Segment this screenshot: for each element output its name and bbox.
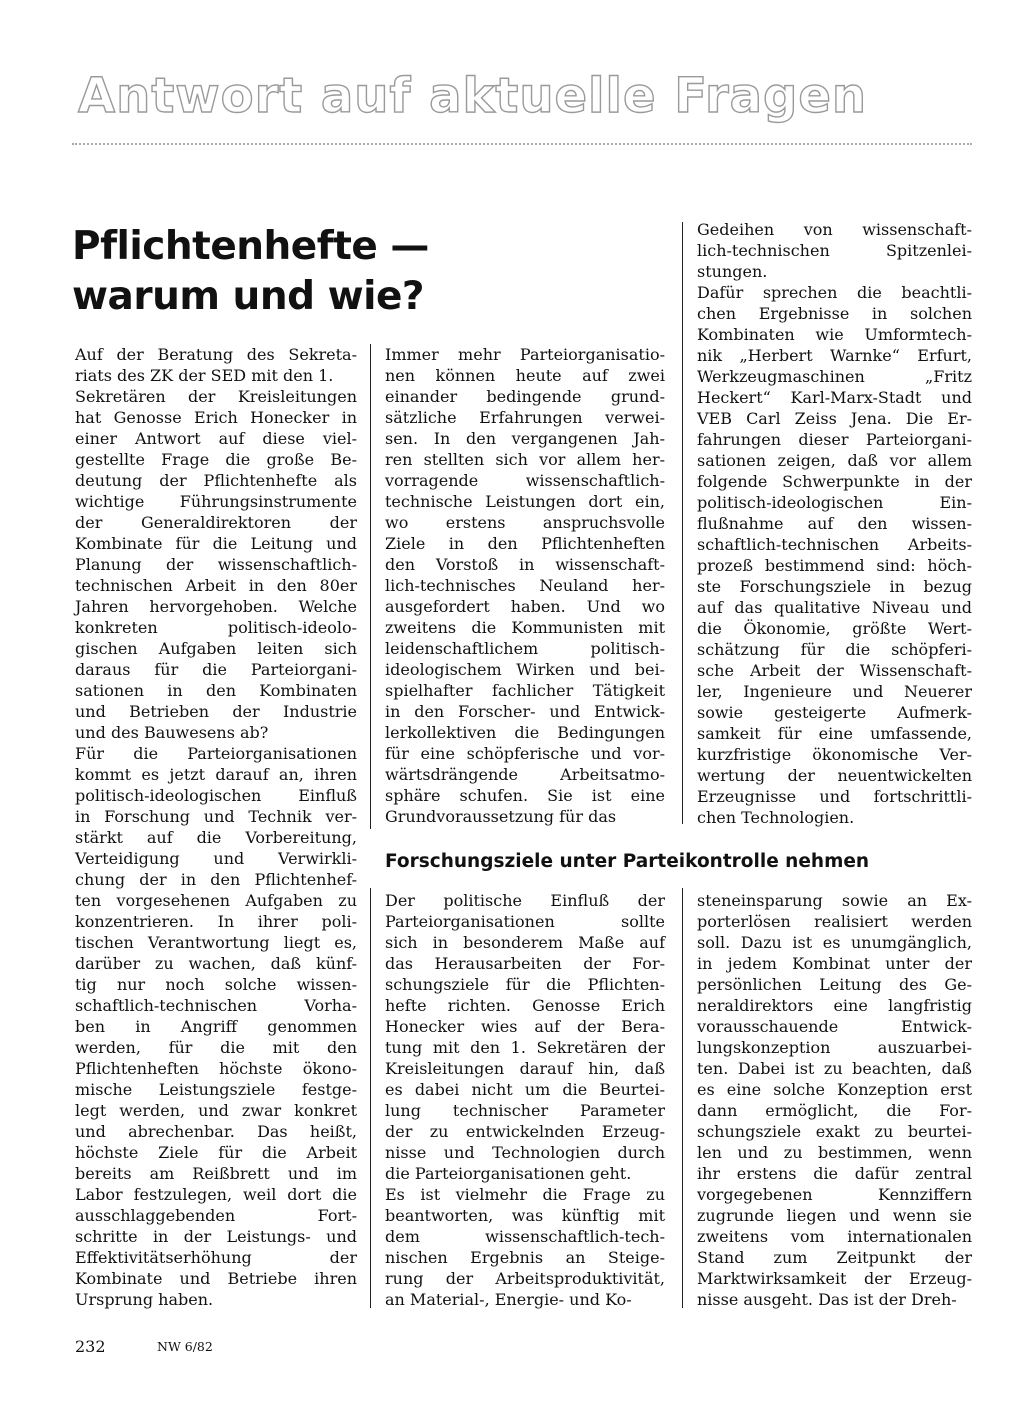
text-line: schaftlich-technischen Arbeits- xyxy=(697,535,972,554)
text-line: lich-technischen Spitzenlei- xyxy=(697,241,972,260)
text-line: schungsziele exakt zu beurtei- xyxy=(697,1122,972,1141)
text-line: zugrunde liegen und wenn sie xyxy=(697,1206,972,1225)
text-line: mische Leistungsziele festge- xyxy=(75,1080,357,1099)
text-line: gischen Aufgaben leiten sich xyxy=(75,639,357,658)
section-title: Antwort auf aktuelle Fragen xyxy=(78,68,868,124)
text-line: folgende Schwerpunkte in der xyxy=(697,472,972,491)
text-line: vorausschauende Entwick- xyxy=(697,1017,972,1036)
text-line: wärtsdrängende Arbeitsatmo- xyxy=(385,765,665,784)
text-line: Werkzeugmaschinen „Fritz xyxy=(697,367,972,386)
headline-line: warum und wie? xyxy=(72,274,425,319)
text-line: flußnahme auf den wissen- xyxy=(697,514,972,533)
text-line: wertung der neuentwickelten xyxy=(697,766,972,785)
text-line: der Generaldirektoren der xyxy=(75,513,357,532)
text-line: Kombinate für die Leitung und xyxy=(75,534,357,553)
text-line: Sekretären der Kreisleitungen xyxy=(75,387,357,406)
text-line: lich-technisches Neuland her- xyxy=(385,576,665,595)
text-line: nik „Herbert Warnke“ Erfurt, xyxy=(697,346,972,365)
text-line: spielhafter fachlicher Tätigkeit xyxy=(385,681,665,700)
text-column-4 xyxy=(385,890,665,1310)
text-line: dem wissenschaftlich-tech- xyxy=(385,1227,665,1246)
column-divider xyxy=(370,888,371,1308)
text-line: zweitens die Kommunisten mit xyxy=(385,618,665,637)
text-line: höchste Ziele für die Arbeit xyxy=(75,1143,357,1162)
text-line: zweitens vom internationalen xyxy=(697,1227,972,1246)
text-line: Auf der Beratung des Sekreta- xyxy=(75,345,357,364)
text-line: konzentrieren. In ihrer poli- xyxy=(75,912,357,931)
text-line: Ursprung haben. xyxy=(75,1290,214,1309)
text-line: ideologischem Wirken und bei- xyxy=(385,660,665,679)
text-line: an Material-, Energie- und Ko- xyxy=(385,1290,632,1309)
text-line: und abrechenbar. Das heißt, xyxy=(75,1122,357,1141)
text-line: die Ökonomie, größte Wert- xyxy=(697,619,972,638)
text-line: die Parteiorganisationen geht. xyxy=(385,1164,632,1183)
text-line: Honecker wies auf der Bera- xyxy=(385,1017,665,1036)
headline-line: Pflichtenhefte — xyxy=(72,224,429,269)
text-line: in jedem Kombinat unter der xyxy=(697,954,972,973)
text-line: ben in Angriff genommen xyxy=(75,1017,357,1036)
column-divider xyxy=(682,222,683,824)
text-column-1 xyxy=(75,344,357,1310)
text-line: Dafür sprechen die beachtli- xyxy=(697,283,972,302)
text-line: ren stellten sich vor allem her- xyxy=(385,450,665,469)
text-line: einer Antwort auf diese viel- xyxy=(75,429,357,448)
text-line: Planung der wissenschaftlich- xyxy=(75,555,357,574)
text-line: ausgefordert haben. Und wo xyxy=(385,597,665,616)
text-line: konkreten politisch-ideolo- xyxy=(75,618,357,637)
text-line: daraus für die Parteiorgani- xyxy=(75,660,357,679)
text-line: riats des ZK der SED mit den 1. xyxy=(75,366,334,385)
text-line: Gedeihen von wissenschaft- xyxy=(697,220,972,239)
text-line: politisch-ideologischen Einfluß xyxy=(75,786,357,805)
text-line: gestellte Frage die große Be- xyxy=(75,450,357,469)
text-line: Jahren hervorgehoben. Welche xyxy=(75,597,357,616)
text-line: schungsziele für die Pflichten- xyxy=(385,975,665,994)
text-line: nisse und Technologien durch xyxy=(385,1143,665,1162)
text-line: sich in besonderem Maße auf xyxy=(385,933,665,952)
text-line: Der politische Einfluß der xyxy=(385,891,665,910)
text-line: technischen Arbeit in den 80er xyxy=(75,576,357,595)
text-line: stungen. xyxy=(697,262,768,281)
text-line: sphäre schufen. Sie ist eine xyxy=(385,786,665,805)
text-line: steneinsparung sowie an Ex- xyxy=(697,891,972,910)
text-line: für eine schöpferische und vor- xyxy=(385,744,665,763)
text-line: sationen in den Kombinaten xyxy=(75,681,357,700)
text-line: rung der Arbeitsproduktivität, xyxy=(385,1269,665,1288)
section-title-rule xyxy=(72,143,972,145)
text-line: persönlichen Leitung des Ge- xyxy=(697,975,972,994)
text-line: Heckert“ Karl-Marx-Stadt und xyxy=(697,388,972,407)
text-line: technische Leistungen dort ein, xyxy=(385,492,665,511)
text-line: prozeß bestimmend sind: höch- xyxy=(697,556,972,575)
text-line: stärkt auf die Vorbereitung, xyxy=(75,828,357,847)
text-line: sätzliche Erfahrungen verwei- xyxy=(385,408,665,427)
text-line: kommt es jetzt darauf an, ihren xyxy=(75,765,357,784)
text-line: es eine solche Konzeption erst xyxy=(697,1080,972,1099)
text-line: tischen Verantwortung liegt es, xyxy=(75,933,357,952)
text-line: Ziele in den Pflichtenheften xyxy=(385,534,665,553)
text-line: lung technischer Parameter xyxy=(385,1101,665,1120)
text-line: darüber zu wachen, daß künf- xyxy=(75,954,357,973)
text-line: hefte richten. Genosse Erich xyxy=(385,996,665,1015)
text-line: leidenschaftlichem politisch- xyxy=(385,639,665,658)
text-line: hat Genosse Erich Honecker in xyxy=(75,408,357,427)
text-line: deutung der Pflichtenhefte als xyxy=(75,471,357,490)
text-line: lerkollektiven die Bedingungen xyxy=(385,723,665,742)
text-line: vorgegebenen Kennziffern xyxy=(697,1185,972,1204)
text-line: nen können heute auf zwei xyxy=(385,366,665,385)
issue-label: NW 6/82 xyxy=(157,1339,213,1354)
column-divider xyxy=(682,888,683,1308)
text-line: und des Bauwesens ab? xyxy=(75,723,269,742)
text-line: der zu entwickelnden Erzeug- xyxy=(385,1122,665,1141)
page-number: 232 xyxy=(75,1337,106,1356)
text-line: dann ermöglicht, die For- xyxy=(697,1101,972,1120)
text-line: tig nur noch solche wissen- xyxy=(75,975,357,994)
text-line: tung mit den 1. Sekretären der xyxy=(385,1038,665,1057)
text-line: chung der in den Pflichtenhef- xyxy=(75,870,357,889)
text-line: in den Forscher- und Entwick- xyxy=(385,702,665,721)
text-line: einander bedingende grund- xyxy=(385,387,665,406)
text-line: kurzfristige ökonomische Ver- xyxy=(697,745,972,764)
text-line: Stand zum Zeitpunkt der xyxy=(697,1248,972,1267)
text-column-3 xyxy=(697,219,972,828)
text-line: VEB Carl Zeiss Jena. Die Er- xyxy=(697,409,972,428)
text-line: ten vorgesehenen Aufgaben zu xyxy=(75,891,357,910)
text-line: Kreisleitungen darauf hin, daß xyxy=(385,1059,665,1078)
text-line: Erzeugnisse und fortschrittli- xyxy=(697,787,972,806)
text-line: ihr erstens die dafür zentral xyxy=(697,1164,972,1183)
text-column-2 xyxy=(385,344,665,827)
text-line: nischen Ergebnis an Steige- xyxy=(385,1248,665,1267)
text-line: politisch-ideologischen Ein- xyxy=(697,493,972,512)
section-subheading: Forschungsziele unter Parteikontrolle nehmen xyxy=(385,851,870,872)
text-line: sen. In den vergangenen Jah- xyxy=(385,429,665,448)
text-line: wichtige Führungsinstrumente xyxy=(75,492,357,511)
text-line: schritte in der Leistungs- und xyxy=(75,1227,357,1246)
text-line: ten. Dabei ist zu beachten, daß xyxy=(697,1059,972,1078)
text-line: Kombinate und Betriebe ihren xyxy=(75,1269,357,1288)
text-line: samkeit für eine umfassende, xyxy=(697,724,972,743)
text-line: schaftlich-technischen Vorha- xyxy=(75,996,357,1015)
text-line: das Herausarbeiten der For- xyxy=(385,954,665,973)
column-divider xyxy=(370,344,371,829)
text-line: fahrungen dieser Parteiorgani- xyxy=(697,430,972,449)
text-line: es dabei nicht um die Beurtei- xyxy=(385,1080,665,1099)
text-line: Marktwirksamkeit der Erzeug- xyxy=(697,1269,972,1288)
text-line: Für die Parteiorganisationen xyxy=(75,744,357,763)
text-line: Immer mehr Parteiorganisatio- xyxy=(385,345,665,364)
text-line: Grundvoraussetzung für das xyxy=(385,807,617,826)
text-line: nisse ausgeht. Das ist der Dreh- xyxy=(697,1290,957,1309)
text-line: in Forschung und Technik ver- xyxy=(75,807,357,826)
text-line: beantworten, was künftig mit xyxy=(385,1206,665,1225)
text-line: ausschlaggebenden Fort- xyxy=(75,1206,357,1225)
article-headline xyxy=(72,222,472,322)
text-line: Labor festzulegen, weil dort die xyxy=(75,1185,357,1204)
text-line: Es ist vielmehr die Frage zu xyxy=(385,1185,665,1204)
text-line: wo erstens anspruchsvolle xyxy=(385,513,665,532)
text-line: lungskonzeption auszuarbei- xyxy=(697,1038,972,1057)
text-line: len und zu bestimmen, wenn xyxy=(697,1143,972,1162)
text-line: ste Forschungsziele in bezug xyxy=(697,577,972,596)
text-line: sationen zeigen, daß vor allem xyxy=(697,451,972,470)
text-line: und Betrieben der Industrie xyxy=(75,702,357,721)
text-line: schätzung für die schöpferi- xyxy=(697,640,972,659)
text-line: Verteidigung und Verwirkli- xyxy=(75,849,357,868)
text-line: bereits am Reißbrett und im xyxy=(75,1164,357,1183)
text-line: neraldirektors eine langfristig xyxy=(697,996,972,1015)
text-line: sche Arbeit der Wissenschaft- xyxy=(697,661,972,680)
text-line: Parteiorganisationen sollte xyxy=(385,912,665,931)
text-line: soll. Dazu ist es unumgänglich, xyxy=(697,933,972,952)
text-line: auf das qualitative Niveau und xyxy=(697,598,972,617)
text-line: ler, Ingenieure und Neuerer xyxy=(697,682,972,701)
text-line: chen Technologien. xyxy=(697,808,855,827)
text-line: sowie gesteigerte Aufmerk- xyxy=(697,703,972,722)
text-line: Kombinaten wie Umformtech- xyxy=(697,325,972,344)
text-line: Pflichtenheften höchste ökono- xyxy=(75,1059,357,1078)
text-line: den Vorstoß in wissenschaft- xyxy=(385,555,665,574)
text-line: legt werden, und zwar konkret xyxy=(75,1101,357,1120)
text-line: werden, für die mit den xyxy=(75,1038,357,1057)
text-line: chen Ergebnisse in solchen xyxy=(697,304,972,323)
text-line: porterlösen realisiert werden xyxy=(697,912,972,931)
text-line: vorragende wissenschaftlich- xyxy=(385,471,665,490)
text-line: Effektivitätserhöhung der xyxy=(75,1248,357,1267)
text-column-5 xyxy=(697,890,972,1310)
